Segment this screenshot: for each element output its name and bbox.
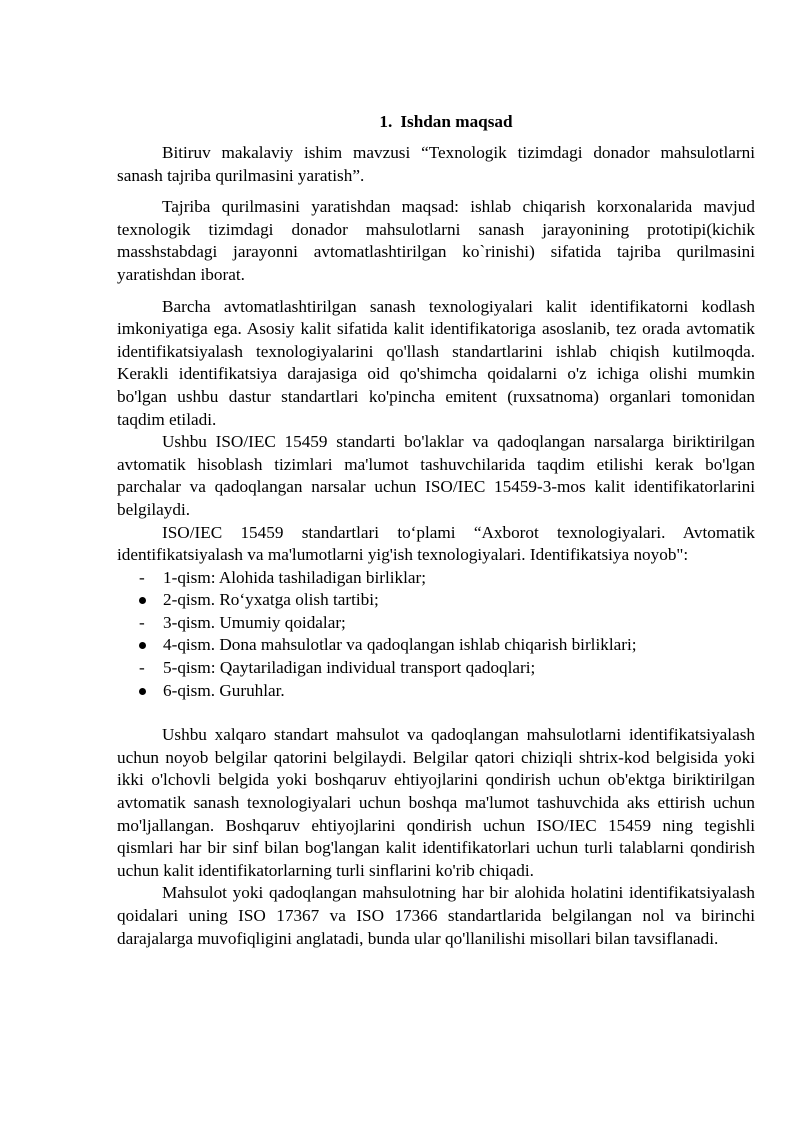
list-item	[117, 567, 755, 590]
paragraph-standard-set: ISO/IEC 15459 standartlari to‘plami “Axborot texnologiyalari. Avtomatik identifikatsiyalash va ma'lumotlarni yig'ish texnologiyalari. Identifikatsiya noyob":	[117, 522, 755, 565]
dash-marker: -	[139, 567, 145, 587]
list-item-text: 1-qism: Alohida tashiladigan birliklar;	[163, 567, 427, 587]
paragraph-standard: Ushbu ISO/IEC 15459 standarti bo'laklar va qadoqlangan narsalarga biriktirilgan avtomatik hisoblash tizimlari ma'lumot tashuvchilarida taqdim etilishi kerak bo'lgan parchalar va qadoqlangan narsalar uchun ISO/IEC 15459-3-mos kalit identifikatorlarini belgilaydi.	[117, 432, 755, 519]
list-item-text: 5-qism: Qaytariladigan individual transport qadoqlari;	[163, 658, 536, 678]
list-item	[117, 657, 755, 680]
section-heading	[117, 110, 755, 134]
paragraph-identification-rules: Mahsulot yoki qadoqlangan mahsulotning har bir alohida holatini identifikatsiyalash qoidalari uning ISO 17367 va ISO 17366 standartlarida belgilangan nol va birinchi darajalarga muvofiqligini anglatadi, bunda ular qo'llanilishi misollari bilan tavsiflanadi.	[117, 883, 755, 948]
dash-marker: -	[139, 658, 145, 678]
list-item	[117, 612, 755, 635]
section-title: Ishdan maqsad	[400, 112, 513, 131]
list-item-text: 4-qism. Dona mahsulotlar va qadoqlangan ishlab chiqarish birliklari;	[163, 635, 637, 655]
list-item	[117, 589, 755, 612]
list-item-text: 6-qism. Guruhlar.	[163, 680, 285, 700]
list-item	[117, 680, 755, 703]
list-item-text: 3-qism. Umumiy qoidalar;	[163, 612, 346, 632]
standard-parts-list	[117, 567, 755, 703]
document-body	[117, 110, 755, 950]
paragraph-technologies: Barcha avtomatlashtirilgan sanash texnologiyalari kalit identifikatorni kodlash imkoniyatiga ega. Asosiy kalit sifatida kalit identifikatoriga asoslanib, tez orada avtomatik identifikatsiyalash texnologiyalarini qo'llash standartlarini ishlab chiqish kutilmoqda. Kerakli identifikatsiya darajasiga oid qo'shimcha qoidalarni o'z ichiga olishi mumkin bo'lgan ushbu dastur standartlari ko'pincha emitent (ruxsatnoma) organlari tomonidan taqdim etiladi.	[117, 296, 755, 429]
section-number: 1.	[379, 112, 393, 131]
list-item-text: 2-qism. Ro‘yxatga olish tartibi;	[163, 590, 379, 610]
dash-marker: -	[139, 612, 145, 632]
paragraph-international-standard: Ushbu xalqaro standart mahsulot va qadoqlangan mahsulotlarni identifikatsiyalash uchun noyob belgilar qatorini belgilaydi. Belgilar qatori chiziqli shtrix-kod belgisida yoki ikki o'lchovli belgida yoki boshqaruv ehtiyojlarini qondirish uchun ob'ektga biriktirilgan avtomatik sanash texnologiyalari uchun boshqa ma'lumot tashuvchida aks ettirish uchun mo'ljallangan. Boshqaruv ehtiyojlarini qondirish uchun ISO/IEC 15459 ning tegishli qismlari har bir sinf bilan bog'langan kalit identifikatorlari uchun turli talablarni qondirish uchun kalit identifikatorlarning turli sinflarini ko'rib chiqadi.	[117, 725, 755, 880]
paragraph-goal: Tajriba qurilmasini yaratishdan maqsad: ishlab chiqarish korxonalarida mavjud texnologik tizimdagi donador mahsulotlarni sanash jarayonining prototipi(kichik masshstabdagi jarayonni avtomatlashtirilgan ko`rinishi) sifatida tajriba qurilmasini yaratishdan iborat.	[117, 197, 755, 284]
paragraph-topic: Bitiruv makalaviy ishim mavzusi “Texnologik tizimdagi donador mahsulotlarni sanash tajriba qurilmasini yaratish”.	[117, 143, 755, 185]
list-item	[117, 634, 755, 657]
